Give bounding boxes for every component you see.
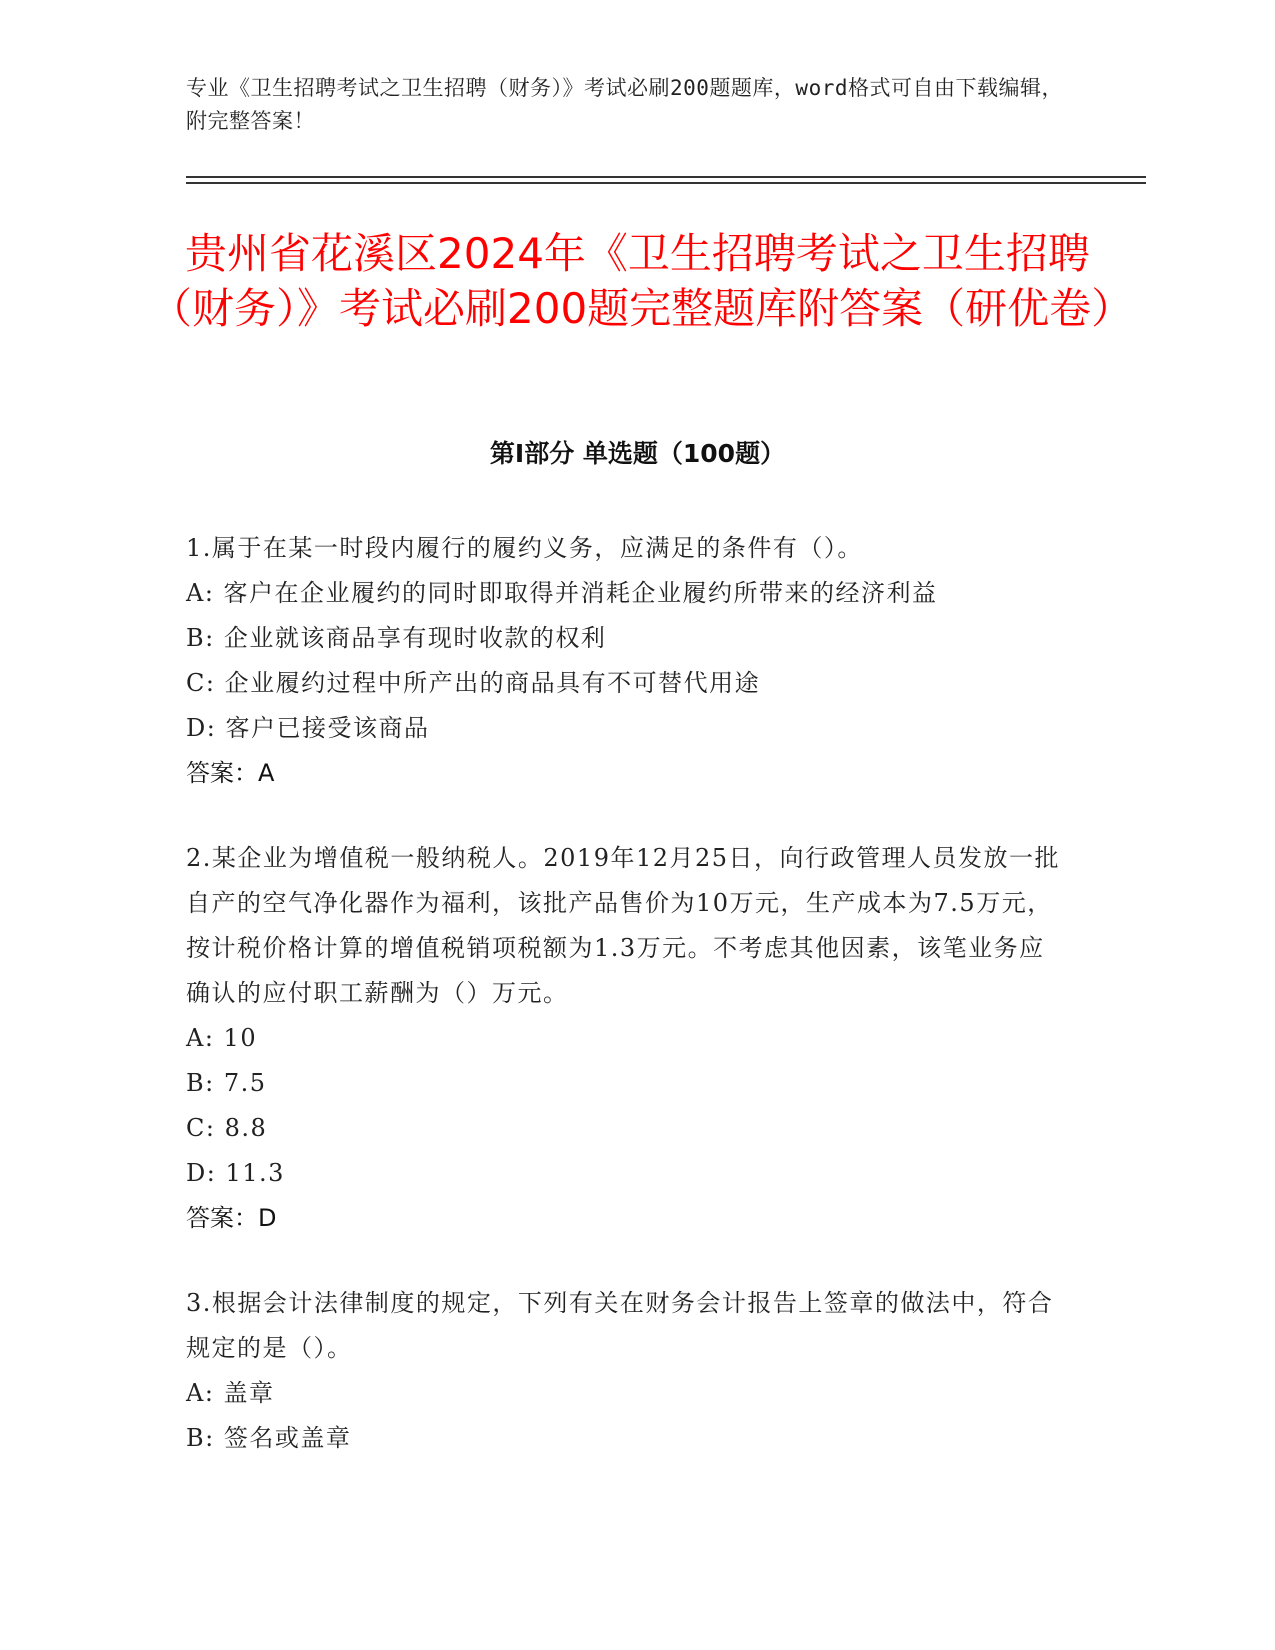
section-heading: 第Ⅰ部分 单选题（100题）	[489, 439, 786, 468]
option-a: A: 10	[186, 1024, 258, 1052]
header-note: 专业《卫生招聘考试之卫生招聘（财务）》考试必刷200题题库，word格式可自由下载编辑，附完整答案！	[186, 76, 1063, 133]
option-c: C: 8.8	[186, 1114, 268, 1142]
option-a: A: 客户在企业履约的同时即取得并消耗企业履约所带来的经济利益	[186, 579, 938, 607]
question-1	[186, 526, 1066, 796]
option-b: B: 企业就该商品享有现时收款的权利	[186, 624, 607, 652]
option-c: C: 企业履约过程中所产出的商品具有不可替代用途	[186, 669, 761, 697]
question-list	[186, 526, 1066, 1501]
answer-line: 答案：D	[186, 1204, 277, 1232]
question-stem: 1.属于在某一时段内履行的履约义务，应满足的条件有（）。	[186, 534, 863, 562]
question-stem: 3.根据会计法律制度的规定，下列有关在财务会计报告上签章的做法中，符合规定的是（）。	[186, 1289, 1054, 1362]
answer-line: 答案：A	[186, 759, 275, 787]
question-stem: 2.某企业为增值税一般纳税人。2019年12月25日，向行政管理人员发放一批自产的空气净化器作为福利，该批产品售价为10万元，生产成本为7.5万元，按计税价格计算的增值税销项税额为1.3万元。不考虑其他因素，该笔业务应确认的应付职工薪酬为（）万元。	[186, 844, 1061, 1007]
option-b: B: 签名或盖章	[186, 1424, 352, 1452]
option-d: D: 11.3	[186, 1159, 285, 1187]
option-b: B: 7.5	[186, 1069, 267, 1097]
question-2	[186, 836, 1066, 1241]
option-a: A: 盖章	[186, 1379, 275, 1407]
header-divider-bottom	[186, 182, 1146, 184]
document-title: 贵州省花溪区2024年《卫生招聘考试之卫生招聘（财务）》考试必刷200题完整题库附答案（研优卷）	[150, 229, 1134, 333]
option-d: D: 客户已接受该商品	[186, 714, 430, 742]
header-divider-top	[186, 176, 1146, 178]
question-3	[186, 1281, 1066, 1461]
